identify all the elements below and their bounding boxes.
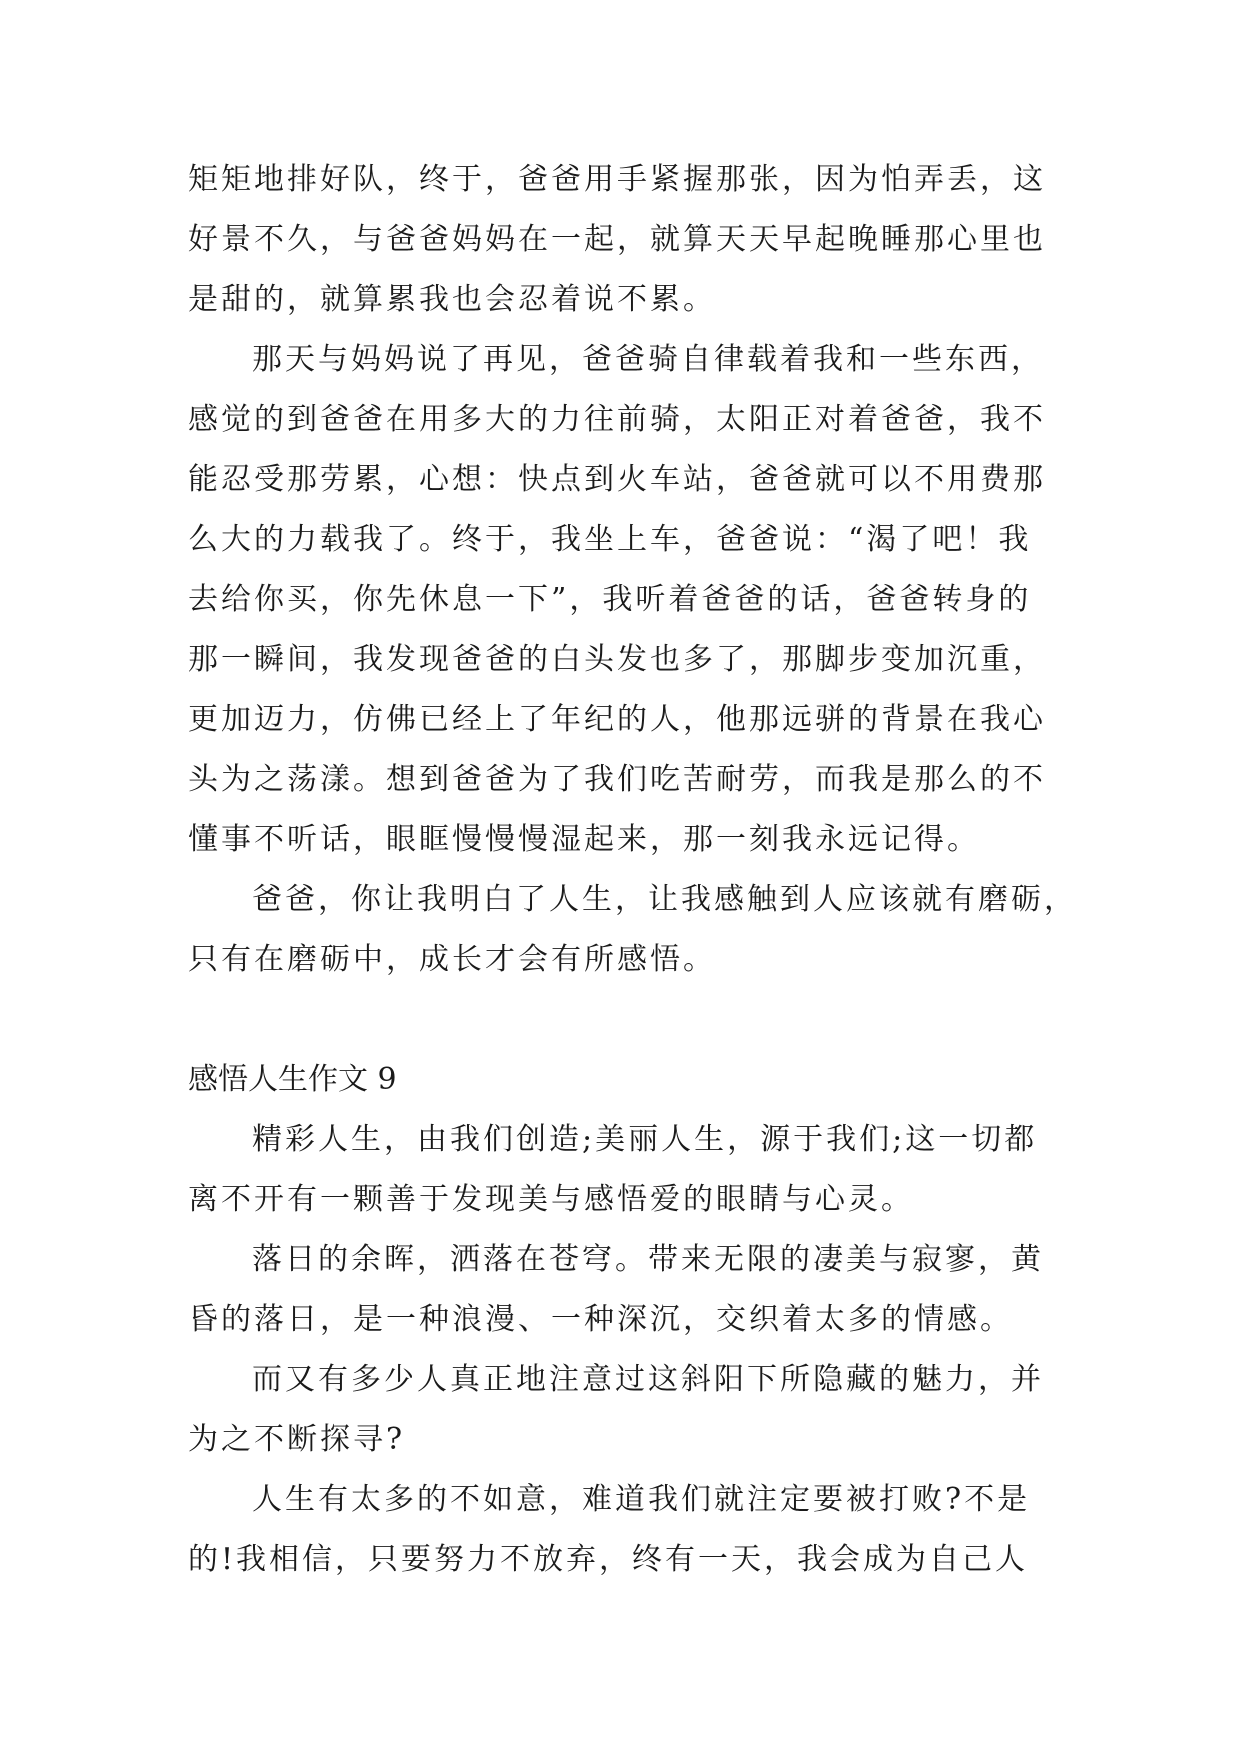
text-line: 那天与妈妈说了再见，爸爸骑自律载着我和一些东西， [252,342,1044,377]
text-line: 感觉的到爸爸在用多大的力往前骑，太阳正对着爸爸，我不 [188,402,1046,437]
text-line: 落日的余晖，洒落在苍穹。带来无限的凄美与寂寥，黄 [252,1242,1044,1277]
paragraph [188,1480,1058,1580]
text-line: 人生有太多的不如意，难道我们就注定要被打败?不是 [252,1482,1031,1517]
section-spacer [188,1000,1058,1060]
text-line: 离不开有一颗善于发现美与感悟爱的眼睛与心灵。 [188,1182,914,1217]
text-line: 头为之荡漾。想到爸爸为了我们吃苦耐劳，而我是那么的不 [188,762,1046,797]
paragraph [188,1240,1058,1340]
text-line: 矩矩地排好队，终于，爸爸用手紧握那张，因为怕弄丢，这 [188,162,1046,197]
text-line: 只有在磨砺中，成长才会有所感悟。 [188,942,716,977]
paragraph [188,1120,1058,1220]
text-line: 更加迈力，仿佛已经上了年纪的人，他那远骈的背景在我心 [188,702,1046,737]
paragraph [188,160,1058,320]
text-line: 么大的力载我了。终于，我坐上车，爸爸说：“渴了吧！我 [188,522,1032,557]
text-line: 爸爸，你让我明白了人生，让我感触到人应该就有磨砺， [252,882,1077,917]
text-line: 好景不久，与爸爸妈妈在一起，就算天天早起晚睡那心里也 [188,222,1046,257]
document-body [188,160,1077,1600]
text-line: 是甜的，就算累我也会忍着说不累。 [188,282,716,317]
text-line: 而又有多少人真正地注意过这斜阳下所隐藏的魅力，并 [252,1362,1044,1397]
text-line: 为之不断探寻? [188,1422,406,1457]
section-heading: 感悟人生作文 9 [188,1062,397,1097]
text-line: 精彩人生，由我们创造;美丽人生，源于我们;这一切都 [252,1122,1038,1157]
text-line: 的!我相信，只要努力不放弃，终有一天，我会成为自己人 [188,1542,1029,1577]
text-line: 昏的落日，是一种浪漫、一种深沉，交织着太多的情感。 [188,1302,1013,1337]
text-line: 去给你买，你先休息一下”，我听着爸爸的话，爸爸转身的 [188,582,1032,617]
paragraph [188,1360,1058,1460]
text-line: 能忍受那劳累，心想：快点到火车站，爸爸就可以不用费那 [188,462,1046,497]
text-line: 懂事不听话，眼眶慢慢慢湿起来，那一刻我永远记得。 [188,822,980,857]
paragraph [188,880,1077,980]
paragraph [188,340,1058,860]
text-line: 那一瞬间，我发现爸爸的白头发也多了，那脚步变加沉重， [188,642,1046,677]
